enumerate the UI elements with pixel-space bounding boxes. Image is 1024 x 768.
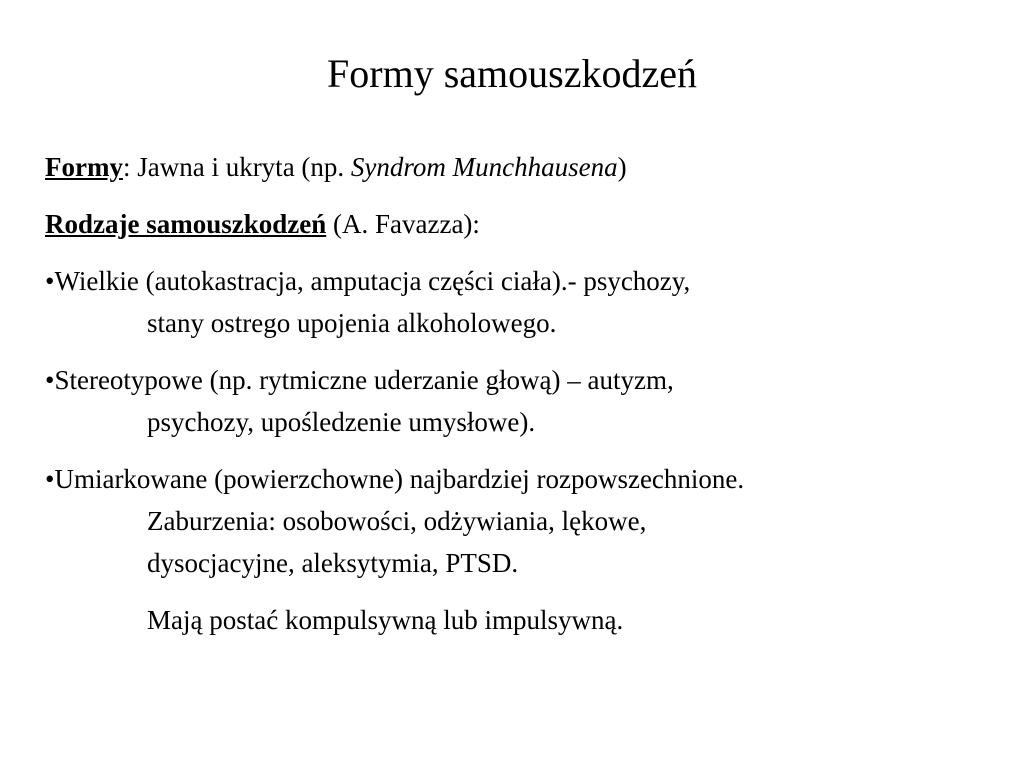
types-paragraph	[45, 203, 995, 245]
note-text: Mają postać kompulsywną lub impulsywną.	[147, 605, 624, 635]
types-text-after: (A. Favazza):	[326, 209, 480, 239]
types-label: Rodzaje samouszkodzeń	[45, 209, 327, 239]
bullet-item	[45, 260, 995, 344]
slide-body	[45, 146, 995, 656]
note-paragraph	[45, 599, 995, 641]
bullet-item	[45, 359, 995, 443]
bullet-continuation: psychozy, upośledzenie umysłowe).	[147, 407, 536, 437]
bullet-line: •Stereotypowe (np. rytmiczne uderzanie głową) – autyzm,	[45, 365, 674, 395]
forms-italic-term: Syndrom Munchhausena	[350, 152, 618, 182]
forms-text-after: )	[617, 152, 627, 182]
slide-title: Formy samouszkodzeń	[327, 51, 697, 96]
bullet-item	[45, 458, 995, 584]
bullet-line: •Umiarkowane (powierzchowne) najbardziej rozpowszechnione.	[45, 464, 745, 494]
bullet-continuation: Zaburzenia: osobowości, odżywiania, lękowe,	[147, 506, 647, 536]
forms-label: Formy	[45, 152, 123, 182]
forms-paragraph	[45, 146, 995, 188]
bullet-continuation: stany ostrego upojenia alkoholowego.	[147, 308, 557, 338]
forms-text-before: : Jawna i ukryta (np.	[122, 152, 351, 182]
bullet-line: •Wielkie (autokastracja, amputacja części ciała).- psychozy,	[45, 266, 691, 296]
bullet-continuation: dysocjacyjne, aleksytymia, PTSD.	[147, 548, 519, 578]
